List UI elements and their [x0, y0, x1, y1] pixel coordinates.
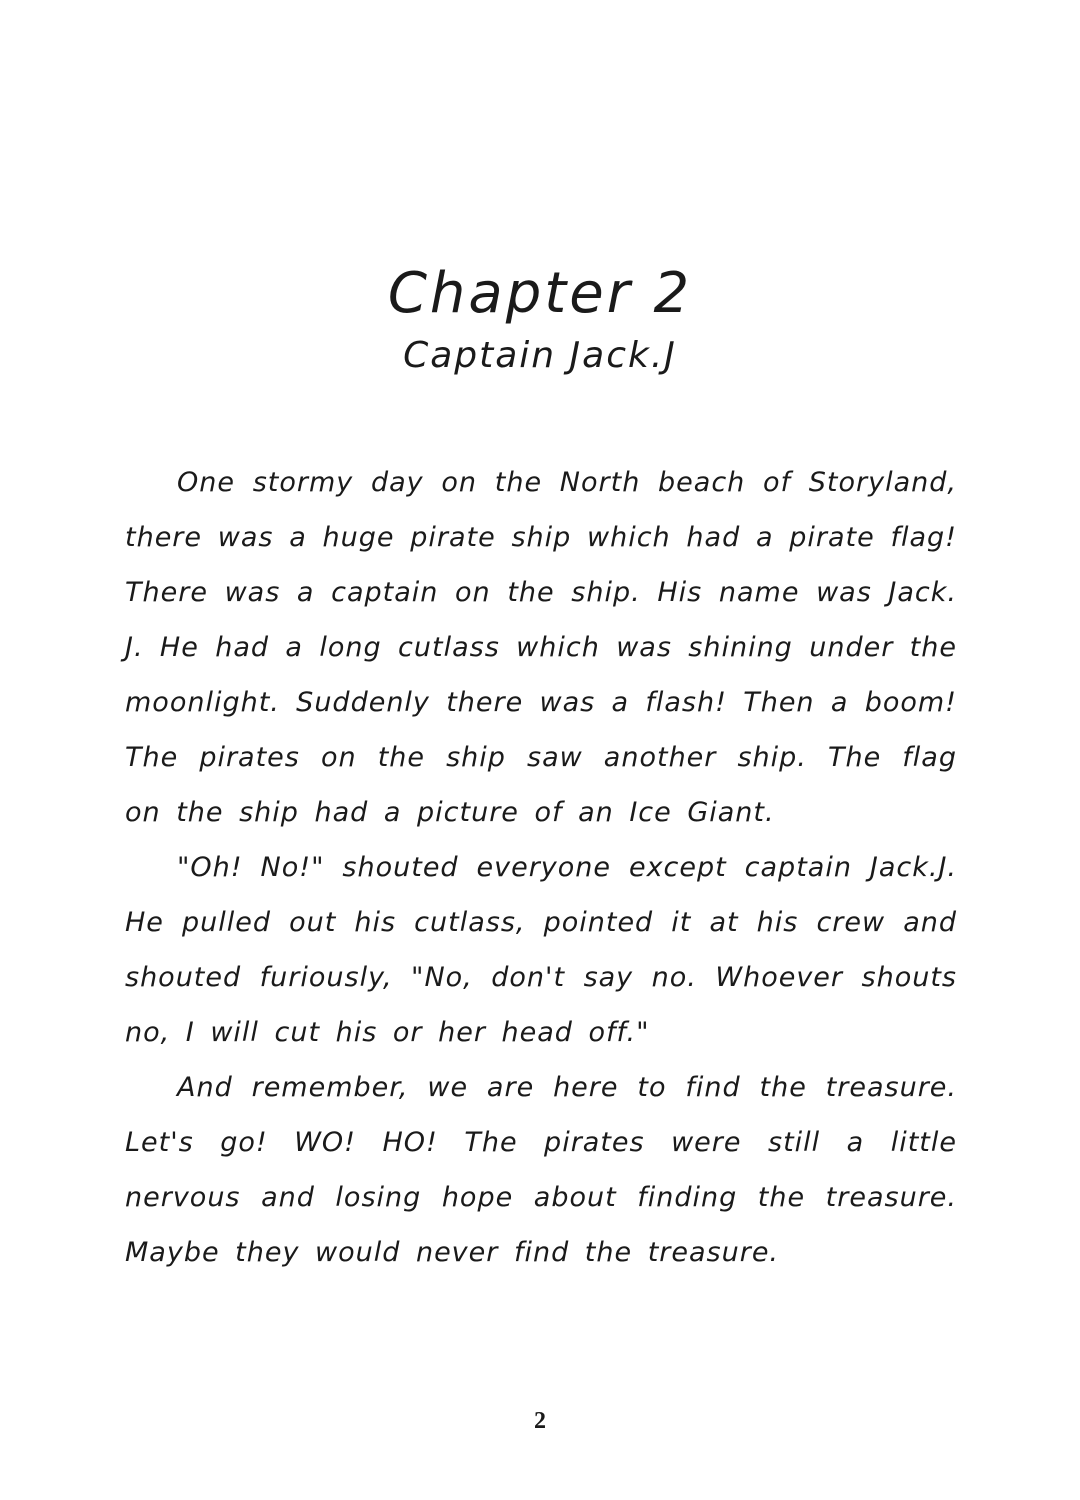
page-number: 2 — [534, 1408, 546, 1434]
story-paragraph-1: One stormy day on the North beach of Storyland, there was a huge pirate ship which had a pirate flag! There was a captain on the ship. His name was Jack. J. He had a long cutlass which was shining under the moonlight. Suddenly there was a flash! Then a boom! The pirates on the ship saw another ship. The flag on the ship had a picture of an Ice Giant. — [125, 467, 957, 828]
story-text — [125, 455, 957, 1280]
chapter-subtitle: Captain Jack.J — [403, 335, 677, 376]
story-paragraph-3: And remember, we are here to find the treasure. Let's go! WO! HO! The pirates were still a little nervous and losing hope about finding the treasure. Maybe they would never find the treasure. — [125, 1072, 957, 1268]
story-paragraph-2: "Oh! No!" shouted everyone except captain Jack.J. He pulled out his cutlass, pointed it at his crew and shouted furiously, "No, don't say no. Whoever shouts no, I will cut his or her head off." — [125, 852, 957, 1048]
chapter-title: Chapter 2 — [387, 261, 693, 326]
